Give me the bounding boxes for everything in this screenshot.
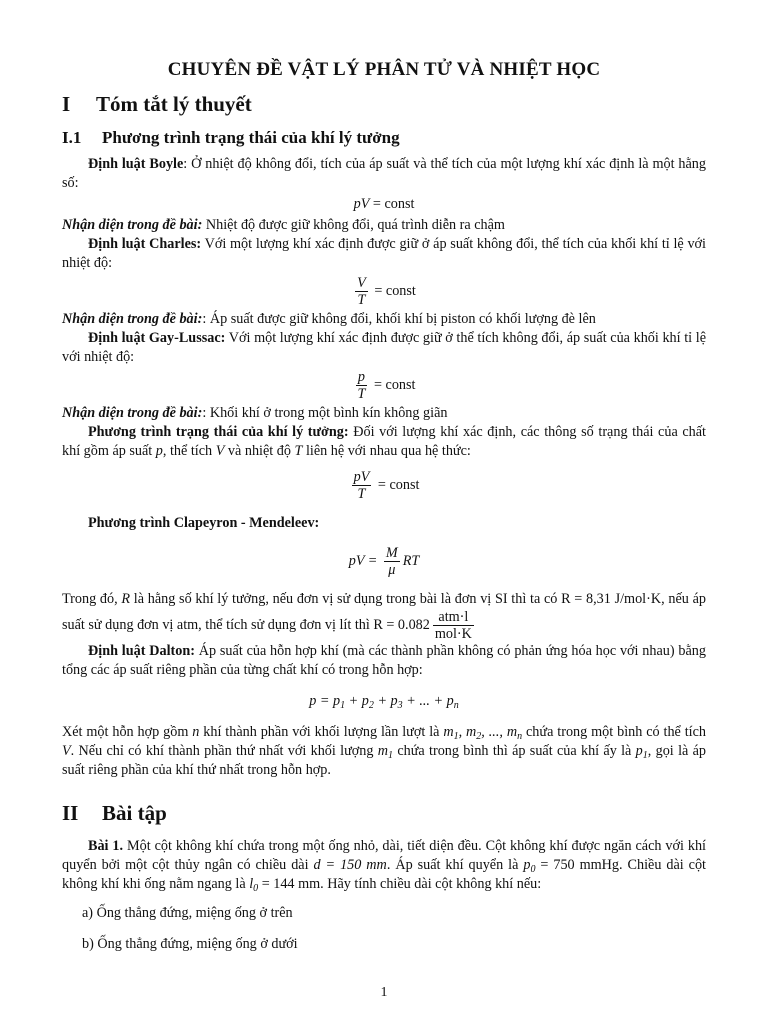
section-number: I bbox=[62, 92, 71, 116]
gasconst-r: R bbox=[121, 591, 131, 607]
gasconst-unit-fraction bbox=[433, 609, 474, 642]
gaylussac-law-paragraph bbox=[62, 329, 706, 367]
section-title: Bài tập bbox=[102, 801, 167, 825]
exercise-1-options bbox=[82, 904, 706, 954]
clapeyron-den: μ bbox=[388, 562, 396, 578]
dalton-equation bbox=[62, 692, 706, 711]
clapeyron-num: M bbox=[385, 545, 398, 561]
mixture-masses: $m_1$, $m_2$, ..., $m_n$ bbox=[443, 724, 523, 742]
subsection-number: I.1 bbox=[62, 128, 82, 147]
section-title: Tóm tắt lý thuyết bbox=[96, 92, 252, 116]
gaylussac-note-label: Nhận diện trong đề bài: bbox=[62, 405, 203, 421]
exercise-1-l0: $l_0$ bbox=[249, 876, 259, 894]
boyle-label: Định luật Boyle bbox=[88, 156, 184, 172]
mixture-v: V bbox=[62, 743, 71, 759]
charles-label: Định luật Charles: bbox=[88, 236, 202, 252]
gas-constant-paragraph bbox=[62, 590, 706, 642]
clapeyron-lhs: pV = bbox=[348, 552, 381, 569]
list-item: b) Ống thẳng đứng, miệng ống ở dưới bbox=[82, 936, 298, 952]
boyle-law-paragraph bbox=[62, 155, 706, 193]
clapeyron-heading bbox=[62, 514, 706, 533]
exercise-1-label: Bài 1. bbox=[88, 838, 124, 854]
dalton-text: Áp suất của hỗn hợp khí (mà các thành phần không có phản ứng hóa học với nhau) bằng tổng các áp suất riêng phần của từng chất khí có trong hỗn hợp: bbox=[62, 643, 706, 678]
dalton-sub-n: n bbox=[453, 700, 459, 711]
gasconst-unit-den: mol·K bbox=[434, 626, 472, 642]
exercise-1-t2: . Áp suất khí quyển là bbox=[386, 857, 524, 873]
charles-law-paragraph bbox=[62, 235, 706, 273]
mixture-t6: , gọi là áp suất riêng phần của khí thứ nhất trong hỗn hợp. bbox=[62, 743, 707, 778]
section-number: II bbox=[62, 801, 79, 825]
state-eq-p: p bbox=[155, 443, 163, 459]
mixture-paragraph bbox=[62, 723, 706, 780]
gaylussac-note bbox=[62, 404, 706, 423]
state-eq-v: V bbox=[215, 443, 225, 459]
gasconst-atm-value: R = 0.082 bbox=[373, 616, 430, 633]
gasconst-unit-num: atm·l bbox=[433, 609, 474, 626]
state-eq-text-a: Đối với lượng khí xác định, các thông số trạng thái của chất khí gồm áp suất bbox=[62, 424, 706, 459]
gasconst-text-b: là hằng số khí lý tưởng, nếu đơn vị sử dụng trong bài là đơn vị SI thì ta có bbox=[130, 591, 562, 607]
mixture-t4: . Nếu chỉ có khí thành phần thứ nhất với khối lượng bbox=[70, 743, 378, 759]
state-eq-label: Phương trình trạng thái của khí lý tưởng: bbox=[88, 424, 349, 440]
state-equation-formula bbox=[62, 469, 706, 502]
charles-note bbox=[62, 310, 706, 329]
list-item: a) Ống thẳng đứng, miệng ống ở trên bbox=[82, 905, 293, 921]
charles-eq-num: V bbox=[357, 275, 366, 291]
boyle-note bbox=[62, 216, 706, 235]
dalton-sub-2: 2 bbox=[368, 700, 374, 711]
charles-eq-rhs: = const bbox=[370, 282, 416, 299]
boyle-note-text: Nhiệt độ được giữ không đổi, quá trình diễn ra chậm bbox=[202, 217, 505, 233]
charles-eq-den: T bbox=[357, 292, 366, 308]
section-heading-exercises bbox=[62, 801, 706, 825]
charles-text: Với một lượng khí xác định được giữ ở áp suất không đổi, thể tích của khối khí tỉ lệ với nhiệt độ: bbox=[62, 236, 706, 271]
state-eq-rhs: = const bbox=[374, 476, 420, 493]
dalton-sub-1: 1 bbox=[340, 700, 346, 711]
gaylussac-eq-num: p bbox=[356, 369, 368, 386]
state-eq-num: pV bbox=[353, 469, 370, 485]
section-heading-theory bbox=[62, 92, 706, 116]
state-eq-text-b: , thể tích bbox=[162, 443, 216, 459]
dalton-eq-d: + ... + p bbox=[402, 693, 454, 709]
gaylussac-eq-den: T bbox=[357, 386, 366, 402]
dalton-eq-a: p = p bbox=[309, 693, 341, 709]
exercise-1-p0: $p_0$ bbox=[523, 857, 536, 875]
state-eq-text-d: liên hệ với nhau qua hệ thức: bbox=[302, 443, 471, 459]
gaylussac-eq-rhs: = const bbox=[370, 376, 416, 393]
exercise-1-t4: . Hãy tính chiều dài cột không khí nếu: bbox=[320, 876, 542, 892]
gasconst-si-value: R = 8,31 J/mol·K, bbox=[561, 591, 665, 607]
document-title: CHUYÊN ĐỀ VẬT LÝ PHÂN TỬ VÀ NHIỆT HỌC bbox=[167, 59, 601, 80]
mixture-m1: $m_1$ bbox=[377, 743, 394, 761]
boyle-note-label: Nhận diện trong đề bài: bbox=[62, 217, 203, 233]
mixture-t3: chứa trong một bình có thể tích bbox=[522, 724, 707, 740]
page-number: 1 bbox=[380, 985, 388, 1000]
boyle-eq-lhs: pV bbox=[353, 196, 370, 212]
gaylussac-text: Với một lượng khí xác định được giữ ở thể tích không đổi, áp suất của khối khí tỉ lệ với nhiệt độ: bbox=[62, 330, 706, 365]
exercise-1-paragraph bbox=[62, 837, 706, 894]
mixture-p1: $p_1$ bbox=[635, 743, 648, 761]
exercise-1-p0-value: = 750 mmHg bbox=[535, 857, 620, 873]
boyle-text: : Ở nhiệt độ không đổi, tích của áp suất và thể tích của một lượng khí xác định là một hằng số: bbox=[62, 156, 706, 191]
subsection-title: Phương trình trạng thái của khí lý tưởng bbox=[102, 128, 400, 147]
state-equation-paragraph bbox=[62, 423, 706, 461]
mixture-t1: Xét một hỗn hợp gồm bbox=[62, 724, 193, 740]
clapeyron-equation bbox=[62, 545, 706, 578]
mixture-t5: chứa trong bình thì áp suất của khí ấy là bbox=[393, 743, 636, 759]
gaylussac-note-text: : Khối khí ở trong một bình kín không giãn bbox=[202, 405, 448, 421]
exercise-1-l0-value: = 144 mm bbox=[258, 876, 321, 892]
clapeyron-label: Phương trình Clapeyron - Mendeleev: bbox=[88, 515, 320, 531]
charles-note-label: Nhận diện trong đề bài: bbox=[62, 311, 203, 327]
exercise-1-t1: Một cột không khí chứa trong một ống nhỏ, dài, tiết diện đều. Cột không khí được ngăn cách với khí quyển bởi một cột thủy ngân có chiều dài bbox=[62, 838, 706, 873]
boyle-eq-rhs: = const bbox=[369, 196, 415, 212]
dalton-sub-3: 3 bbox=[397, 700, 403, 711]
boyle-equation bbox=[62, 195, 706, 214]
dalton-law-paragraph bbox=[62, 642, 706, 680]
dalton-label: Định luật Dalton: bbox=[88, 643, 195, 659]
gaylussac-label: Định luật Gay-Lussac: bbox=[88, 330, 226, 346]
charles-note-text: : Áp suất được giữ không đổi, khối khí bị piston có khối lượng đè lên bbox=[202, 311, 596, 327]
gasconst-text-a: Trong đó, bbox=[62, 591, 122, 607]
exercise-1-t3: . Chiều dài cột không khí khi ống nằm ngang là bbox=[62, 857, 706, 892]
mixture-t2: khí thành phần với khối lượng lần lượt là bbox=[199, 724, 444, 740]
state-eq-text-c: và nhiệt độ bbox=[224, 443, 295, 459]
subsection-heading-state-equation bbox=[62, 128, 706, 147]
state-eq-den: T bbox=[357, 486, 366, 502]
dalton-eq-c: + p bbox=[373, 693, 398, 709]
charles-equation bbox=[62, 275, 706, 308]
dalton-eq-b: + p bbox=[345, 693, 369, 709]
clapeyron-rhs: RT bbox=[402, 552, 420, 569]
gaylussac-equation bbox=[62, 369, 706, 402]
document-content bbox=[62, 60, 706, 966]
state-eq-t: T bbox=[294, 443, 303, 459]
exercise-1-d: d = 150 mm bbox=[313, 857, 387, 873]
mixture-n: n bbox=[192, 724, 200, 740]
gasconst-text-c: nếu áp suất sử dụng đơn vị atm, thể tích sử dụng đơn vị lít thì bbox=[62, 591, 706, 633]
